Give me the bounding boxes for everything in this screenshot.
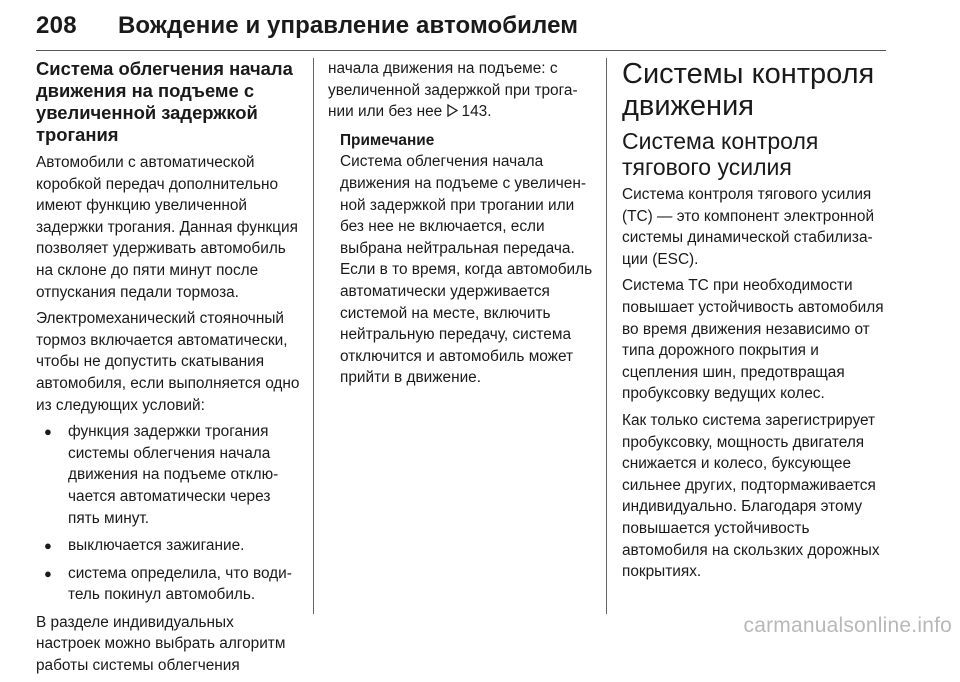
note-text: Система облегчения начала движения на подъеме с увеличенной задержкой при трогании или без нее не включается, если выбрана нейтральная передача. Если в то время, когда автомобиль автоматически удерживается системой на месте, включить нейтральную передачу, система отключится и автомобиль может прийти в движение.: [340, 153, 593, 387]
paragraph-text: начала движения на подъеме: с увеличенной задержкой при трогании или без нее: [328, 60, 578, 121]
list-item: ● система определила, что водитель покинул автомобиль.: [36, 563, 300, 606]
column-3: [622, 58, 892, 588]
watermark: carmanualsonline.info: [743, 614, 952, 637]
page-reference-link[interactable]: 143.: [461, 103, 492, 121]
paragraph: Автомобили с автоматической коробкой передач дополнительно имеют функцию увеличенной задержки трогания. Данная функция позволяет удерживать автомобиль на склоне до пяти минут после отпускания педали тормоза.: [36, 154, 298, 301]
paragraph: Система контроля тягового усилия (TC) — это компонент электронной системы динамической стабилизации (ESC).: [622, 186, 875, 268]
note-title: Примечание: [340, 131, 435, 149]
header-rule: [36, 50, 886, 51]
note-block: [328, 130, 596, 389]
section-title: Системы контроля движения: [622, 58, 875, 122]
list-item: ● функция задержки трогания системы облегчения начала движения на подъеме отключается автоматически через пять минут.: [36, 421, 300, 529]
paragraph: В разделе индивидуальных настроек можно выбрать алгоритм работы системы облегчения: [36, 613, 286, 675]
list-item: ● выключается зажигание.: [36, 535, 300, 557]
paragraph: Система TC при необходимости повышает устойчивость автомобиля во время движения независимо от типа дорожного покрытия и сцепления шин, предотвращая пробуксовку ведущих колес.: [622, 277, 884, 403]
page-number: 208: [36, 12, 77, 39]
column-1: [36, 58, 300, 682]
condition-list: [36, 421, 300, 606]
paragraph: [328, 58, 596, 124]
column-2: [328, 58, 596, 389]
paragraph: Электромеханический стояночный тормоз включается автоматически, чтобы не допустить скатывания автомобиля, если выполняется одно из следующих условий:: [36, 310, 300, 414]
paragraph: Как только система зарегистрирует пробуксовку, мощность двигателя снижается и колесо, буксующее сильнее других, подтормаживается индивидуально. Благодаря этому повышается устойчивость автомобиля на скользких дорожных покрытиях.: [622, 411, 880, 581]
subsection-title: Система контроля тягового усилия: [622, 128, 819, 180]
column-divider-left: [313, 58, 314, 614]
running-header: Вождение и управление автомобилем: [118, 12, 579, 39]
column-divider-right: [606, 58, 607, 614]
page-reference-icon: [447, 102, 458, 124]
hill-start-assist-heading: Система облегчения начала движения на подъеме с увеличенной задержкой трогания: [36, 58, 293, 145]
